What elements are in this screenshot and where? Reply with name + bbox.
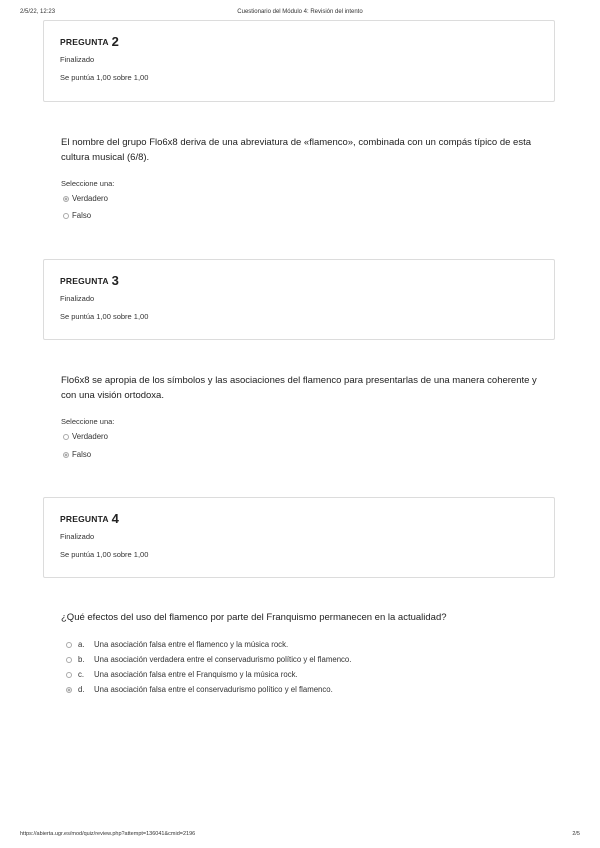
option-verdadero-2[interactable] xyxy=(63,194,108,203)
question-number: 4 xyxy=(111,511,120,526)
radio-selected-icon[interactable] xyxy=(63,196,69,202)
radio-selected-icon[interactable] xyxy=(63,452,69,458)
radio-icon[interactable] xyxy=(63,213,69,219)
question-text-4: ¿Qué efectos del uso del flamenco por parte del Franquismo permanecen en la actualidad? xyxy=(61,612,447,623)
option-label: Una asociación falsa entre el conservadurismo político y el flamenco. xyxy=(94,685,333,694)
question-label: PREGUNTA xyxy=(60,514,109,524)
option-falso-2[interactable] xyxy=(63,211,91,220)
question-title xyxy=(60,511,119,526)
question-grade: Se puntúa 1,00 sobre 1,00 xyxy=(60,550,149,559)
question-number: 3 xyxy=(111,273,120,288)
print-page-number: 2/5 xyxy=(572,831,580,837)
question-state: Finalizado xyxy=(60,532,95,541)
question-number: 2 xyxy=(111,34,120,49)
select-prompt-2: Seleccione una: xyxy=(61,179,115,188)
question-state: Finalizado xyxy=(60,294,95,303)
question-info-card-3 xyxy=(43,259,555,340)
option-letter: c. xyxy=(78,670,85,679)
print-title: Cuestionario del Módulo 4: Revisión del intento xyxy=(237,9,363,15)
select-prompt-3: Seleccione una: xyxy=(61,417,115,426)
option-label: Verdadero xyxy=(72,432,108,441)
question-label: PREGUNTA xyxy=(60,37,109,47)
question-label: PREGUNTA xyxy=(60,276,109,286)
print-url: https://abierta.ugr.es/mod/quiz/review.php?attempt=136041&cmid=2196 xyxy=(20,831,196,837)
option-a-4[interactable] xyxy=(66,640,288,649)
option-falso-3[interactable] xyxy=(63,450,91,459)
option-label: Una asociación verdadera entre el conservadurismo político y el flamenco. xyxy=(94,655,352,664)
question-info-card-2 xyxy=(43,20,555,102)
option-b-4[interactable] xyxy=(66,655,351,664)
radio-icon[interactable] xyxy=(66,642,72,648)
question-text-2: El nombre del grupo Flo6x8 deriva de una abreviatura de «flamenco», combinada con un compás típico de esta cultura musical (6/8). xyxy=(61,137,532,163)
question-title xyxy=(60,273,119,288)
option-d-4[interactable] xyxy=(66,685,333,694)
option-letter: b. xyxy=(78,655,85,664)
option-letter: a. xyxy=(78,640,85,649)
option-label: Una asociación falsa entre el flamenco y la música rock. xyxy=(94,640,289,649)
radio-selected-icon[interactable] xyxy=(66,687,72,693)
question-info-card-4 xyxy=(43,497,555,578)
question-title xyxy=(60,34,119,49)
radio-icon[interactable] xyxy=(66,672,72,678)
option-verdadero-3[interactable] xyxy=(63,432,108,441)
option-label: Falso xyxy=(72,450,92,459)
option-label: Una asociación falsa entre el Franquismo y la música rock. xyxy=(94,670,298,679)
option-c-4[interactable] xyxy=(66,670,298,679)
question-state: Finalizado xyxy=(60,55,95,64)
question-grade: Se puntúa 1,00 sobre 1,00 xyxy=(60,73,149,82)
option-label: Falso xyxy=(72,211,92,220)
option-label: Verdadero xyxy=(72,194,108,203)
question-grade: Se puntúa 1,00 sobre 1,00 xyxy=(60,312,149,321)
radio-icon[interactable] xyxy=(66,657,72,663)
question-text-3: Flo6x8 se apropia de los símbolos y las asociaciones del flamenco para presentarlas de una manera coherente y con una visión ortodoxa. xyxy=(61,375,537,401)
print-datetime: 2/5/22, 12:23 xyxy=(20,9,56,15)
option-letter: d. xyxy=(78,685,85,694)
radio-icon[interactable] xyxy=(63,434,69,440)
